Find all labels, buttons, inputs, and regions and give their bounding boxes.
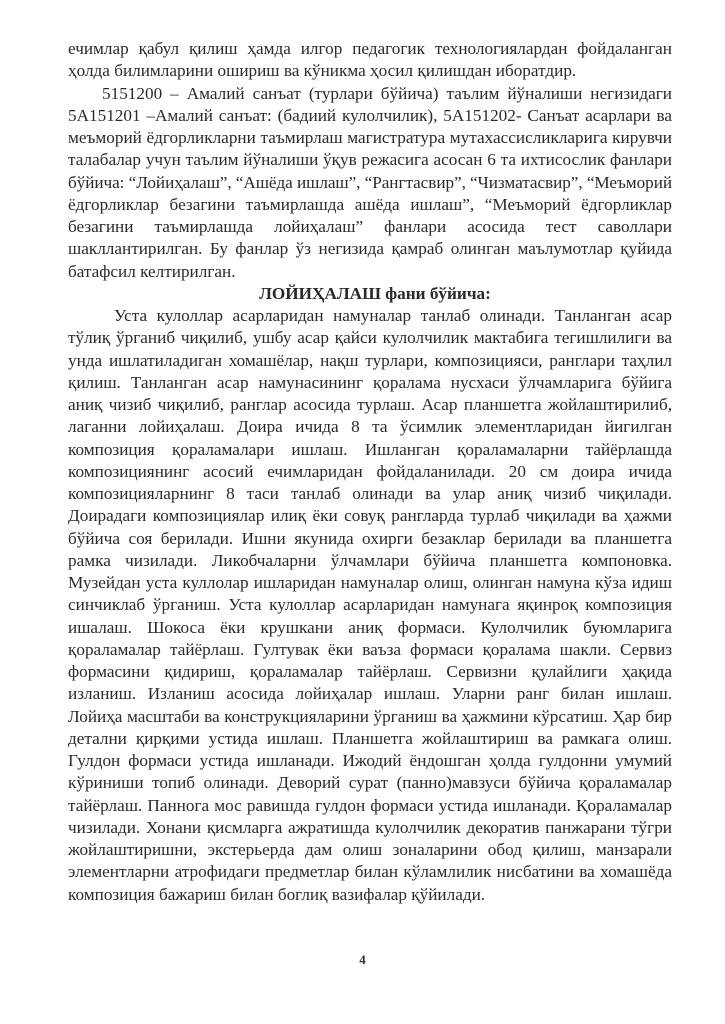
paragraph-intro [68,38,672,83]
document-page [68,38,672,906]
text-line: Музейдан уста куллолар ишларидан намуналар олиш, олинган намуна кўза идиш [68,573,672,592]
text-line: ёдгорликлар безагини таъмирлашда ашёда ишлаш”, “Меъморий ёдгорликлар [68,194,672,214]
text-line: лаганни лойиҳалаш. Доира ичида 8 та ўсимлик элементларидан йигилган [68,417,672,437]
page-number: 4 [359,952,366,967]
text-line: унда ишлатиладиган хомашёлар, нақш турлари, композицияси, ранглари таҳлил [68,350,672,370]
section-heading: ЛОЙИҲАЛАШ фани бўйича: [259,283,491,303]
text-line: Гулдон формаси устида ишланади. Ижодий ёндошган ҳолда гулдонни умумий [68,751,672,770]
text-line: батафсил келтирилган. [68,261,236,281]
text-line: Лойиҳа масштаби ва конструкцияларини ўрганиш ва ҳажмини кўрсатиш. Ҳар бир [68,706,672,726]
text-line: Доирадаги композициялар илиқ ёки совуқ рангларда турлаб чиқилади ва ҳажми [68,506,672,526]
text-line: детални қирқими устида ишлаш. Планшетга жойлаштириш ва рамкага олиш. [68,728,672,748]
text-line: ечимлар қабул қилиш ҳамда илгор педагогик технологиялардан фойдаланган [68,39,672,58]
text-line: шакллантирилган. Бу фанлар ўз негизида қамраб олинган маълумотлар қуйида [68,239,672,259]
text-line: композиция бажариш билан боглиқ вазифалар қўйилади. [68,884,486,904]
text-line: бўйича соя берилади. Ишни якунида охирги безаклар берилади ва планшетга [68,528,672,548]
text-line: ҳолда билимларини ошириш ва кўникма ҳосил қилишдан иборатдир. [68,61,577,81]
text-line: бўйича: “Лойиҳалаш”, “Ашёда ишлаш”, “Рангтасвир”, “Чизматасвир”, “Меъморий [68,172,672,192]
text-line: меъморий ёдгорликларни таъмирлаш магистратура мутахассисликларига кирувчи [68,128,672,147]
text-line: жойлаштиришни, экстерьерда дам олиш зоналарини обод қилиш, манзарали [68,840,672,859]
text-line: Уста кулоллар асарларидан намуналар танлаб олинади. Танланган асар [114,306,672,325]
text-line: қилиш. Танланган асар намунасининг қоралама нусхаси ўлчамларига бўйига [68,372,672,392]
text-line: композициянинг асосий ечимларидан фойдаланилади. 20 см доира ичида [68,461,672,481]
text-line: рамка чизилади. Ликобчаларни ўлчамлари бўйича планшетга компоновка. [68,550,672,570]
text-line: ишалаш. Шокоса ёки крушкани аниқ формаси. Кулолчилик буюмларига [68,617,672,637]
text-line: кўриниши топиб олинади. Деворий сурат (панно)мавзуси бўйича қораламалар [68,773,672,793]
text-line: композиция қораламалари ишлаш. Ишланган қораламаларни тайёрлашда [68,439,672,459]
text-line: тайёрлаш. Панногa мос равишда гулдон формаси устида ишланади. Қораламалар [68,795,672,815]
text-line: синчиклаб ўрганиш. Уста кулоллар асарларидан намунага яқинроқ композиция [68,595,672,615]
text-line: талабалар учун таълим йўналиши ўқув режасига асосан 6 та ихтисослик фанлари [68,150,672,170]
text-line: чизилади. Хонани қисмларга ажратишда кулолчилик декоратив панжарани тўгри [68,817,672,837]
paragraph-subjects [68,83,672,283]
text-line: аниқ чизиб чиқилиб, ранглар асосида турлаш. Асар планшетга жойлаштирилиб, [68,395,672,414]
text-line: элементларни атрофидаги предметлар билан кўламлилик нисбатини ва хомашёда [68,862,672,882]
paragraph-section-body [68,305,672,906]
text-line: қораламалар тайёрлаш. Гултувак ёки ваъза формаси қоралама шакли. Сервиз [68,639,672,659]
text-line: тўлиқ ўрганиб чиқилиб, ушбу асар қайси кулолчилик мактабига тегишлилиги ва [68,328,672,348]
text-line: 5151200 – Амалий санъат (турлари бўйича) таълим йўналиши негизидаги [102,83,672,103]
text-line: изланиш. Изланиш асосида лойиҳалар ишлаш. Уларни ранг билан ишлаш. [68,684,672,704]
text-line: композицияларнинг 8 таси танлаб олинади ва улар аниқ чизиб чиқилади. [68,484,672,503]
text-line: формасини қидириш, қораламалар тайёрлаш. Сервизни қулайлиги ҳақида [68,662,672,681]
text-line: безагини таъмирлашда лойиҳалаш” фанлари асосида тест саволлари [68,217,672,236]
text-line: 5А151201 –Амалий санъат: (бадиий кулолчилик), 5А151202- Санъат асарлари ва [68,105,672,125]
